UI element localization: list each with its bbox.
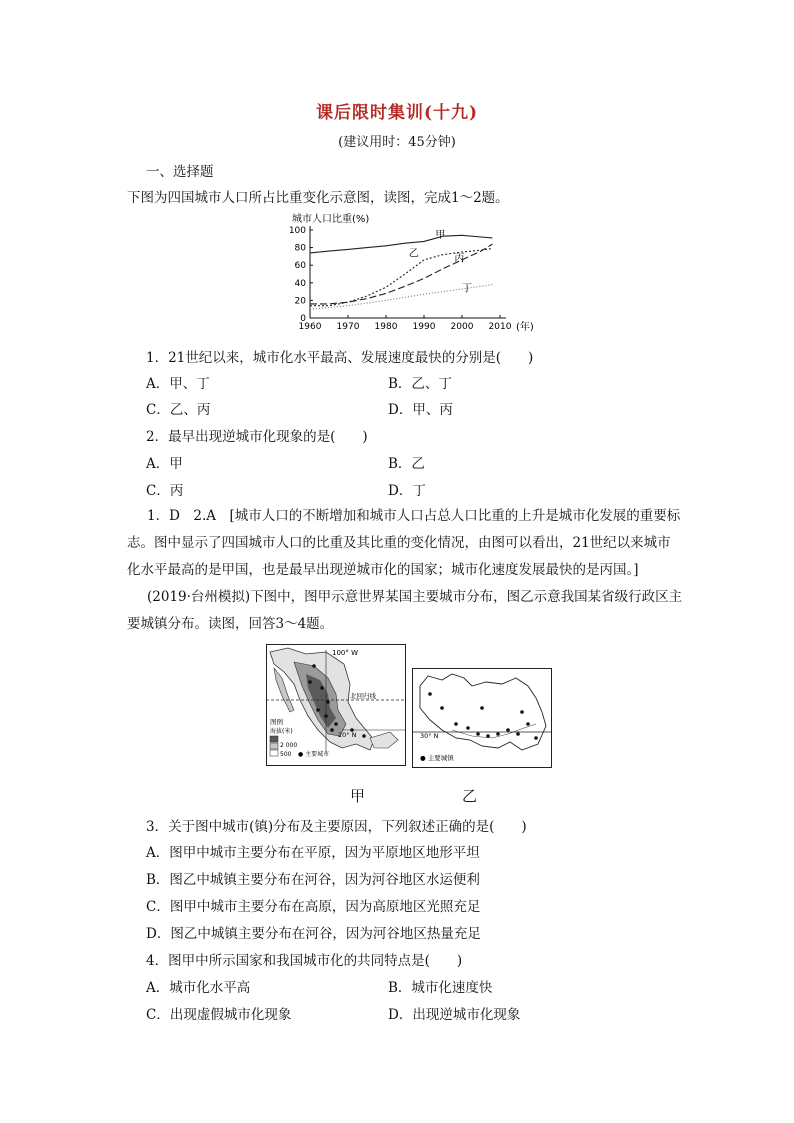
series-line-甲 — [310, 235, 492, 253]
y-tick-label: 40 — [294, 278, 306, 289]
q3-stem: 3．关于图中城市(镇)分布及主要原因，下列叙述正确的是( ) — [146, 819, 527, 835]
q3-option-c[interactable]: C．图甲中城市主要分布在高原，因为高原地区光照充足 — [146, 899, 481, 915]
x-tick-label: 2000 — [450, 322, 474, 332]
map-a-lon: 100° W — [332, 649, 359, 657]
series-line-丙 — [310, 244, 492, 304]
x-tick-label: 1960 — [298, 322, 322, 332]
map-a-legend-title: 图例 — [270, 718, 283, 726]
map-a-caption: 甲 — [350, 787, 366, 805]
q4-option-a[interactable]: A．城市化水平高 — [146, 980, 251, 996]
map-b-tibet — [412, 668, 552, 768]
series-label-丙: 丙 — [454, 253, 465, 265]
q2-option-b[interactable]: B．乙 — [388, 456, 425, 472]
series-label-甲: 甲 — [435, 229, 446, 241]
map-b-legend-town: ● 主要城镇 — [420, 754, 454, 762]
chart-ylabel: 城市人口比重(%) — [292, 214, 370, 225]
q1-option-c[interactable]: C．乙、丙 — [146, 402, 211, 418]
q2-option-a[interactable]: A．甲 — [146, 456, 183, 472]
q4-option-c[interactable]: C．出现虚假城市化现象 — [146, 1007, 292, 1023]
urbanization-chart — [284, 210, 544, 335]
q3-option-a[interactable]: A．图甲中城市主要分布在平原，因为平原地区地形平坦 — [146, 845, 480, 861]
series-label-丁: 丁 — [462, 283, 472, 295]
q4-option-b[interactable]: B．城市化速度快 — [388, 980, 493, 996]
y-tick-label: 100 — [288, 226, 306, 236]
q2-option-c[interactable]: C．丙 — [146, 483, 184, 499]
chart-xlabel: (年) — [516, 322, 534, 333]
x-tick-label: 1990 — [412, 322, 436, 332]
q2-stem: 2．最早出现逆城市化现象的是( ) — [146, 429, 368, 445]
map-a-mexico — [266, 644, 406, 766]
intro-q3-4: (2019·台州模拟)下图中，图甲示意世界某国主要城市分布，图乙示意我国某省级行政区主要城镇分布。读图，回答3～4题。 — [127, 589, 683, 632]
series-label-乙: 乙 — [408, 248, 419, 260]
series-line-乙 — [310, 249, 492, 306]
y-tick-label: 80 — [294, 243, 306, 254]
q1-option-b[interactable]: B．乙、丁 — [388, 376, 452, 392]
y-tick-label: 20 — [294, 296, 306, 307]
suggested-time: (建议用时：45分钟) — [338, 135, 456, 150]
y-tick-label: 0 — [300, 314, 306, 324]
map-a-tropic: 北回归线 — [350, 692, 376, 700]
x-tick-label: 1980 — [374, 322, 398, 332]
q1-option-d[interactable]: D．甲、丙 — [388, 402, 453, 418]
map-a-lat: 20° N — [338, 731, 357, 739]
map-b-caption: 乙 — [462, 787, 478, 805]
map-a-legend-2000: 2 000 — [280, 742, 298, 749]
intro-q1-2: 下图为四国城市人口所占比重变化示意图，读图，完成1～2题。 — [127, 190, 509, 206]
q3-option-d[interactable]: D．图乙中城镇主要分布在河谷，因为河谷地区热量充足 — [146, 926, 481, 942]
q4-option-d[interactable]: D．出现逆城市化现象 — [388, 1007, 521, 1023]
map-a-legend-city: ● 主要城市 — [298, 751, 330, 758]
map-a-legend-sub: 海拔(米) — [270, 728, 293, 735]
section-heading: 一、选择题 — [146, 164, 214, 180]
q2-option-d[interactable]: D．丁 — [388, 483, 426, 499]
q4-stem: 4．图甲中所示国家和我国城市化的共同特点是( ) — [146, 953, 463, 969]
q1-option-a[interactable]: A．甲、丁 — [146, 376, 210, 392]
x-tick-label: 1970 — [336, 322, 360, 332]
y-tick-label: 60 — [294, 261, 306, 272]
q1-stem: 1．21世纪以来，城市化水平最高、发展速度最快的分别是( ) — [146, 350, 534, 366]
page-title: 课后限时集训(十九) — [315, 103, 479, 123]
answer-q1-2: 1．D 2.A [城市人口的不断增加和城市人口占总人口比重的上升是城市化发展的重要标志。图中显示了四国城市人口的比重及其比重的变化情况，由图可以看出，21世纪以来城市化水平最高的是甲国，也是最早出现逆城市化的国家；城市化速度发展最快的是丙国。] — [127, 508, 681, 578]
x-tick-label: 2010 — [488, 322, 512, 332]
q3-option-b[interactable]: B．图乙中城镇主要分布在河谷，因为河谷地区水运便利 — [146, 872, 480, 888]
map-b-lat: 30° N — [420, 732, 439, 740]
map-a-legend-500: 500 — [280, 751, 292, 758]
